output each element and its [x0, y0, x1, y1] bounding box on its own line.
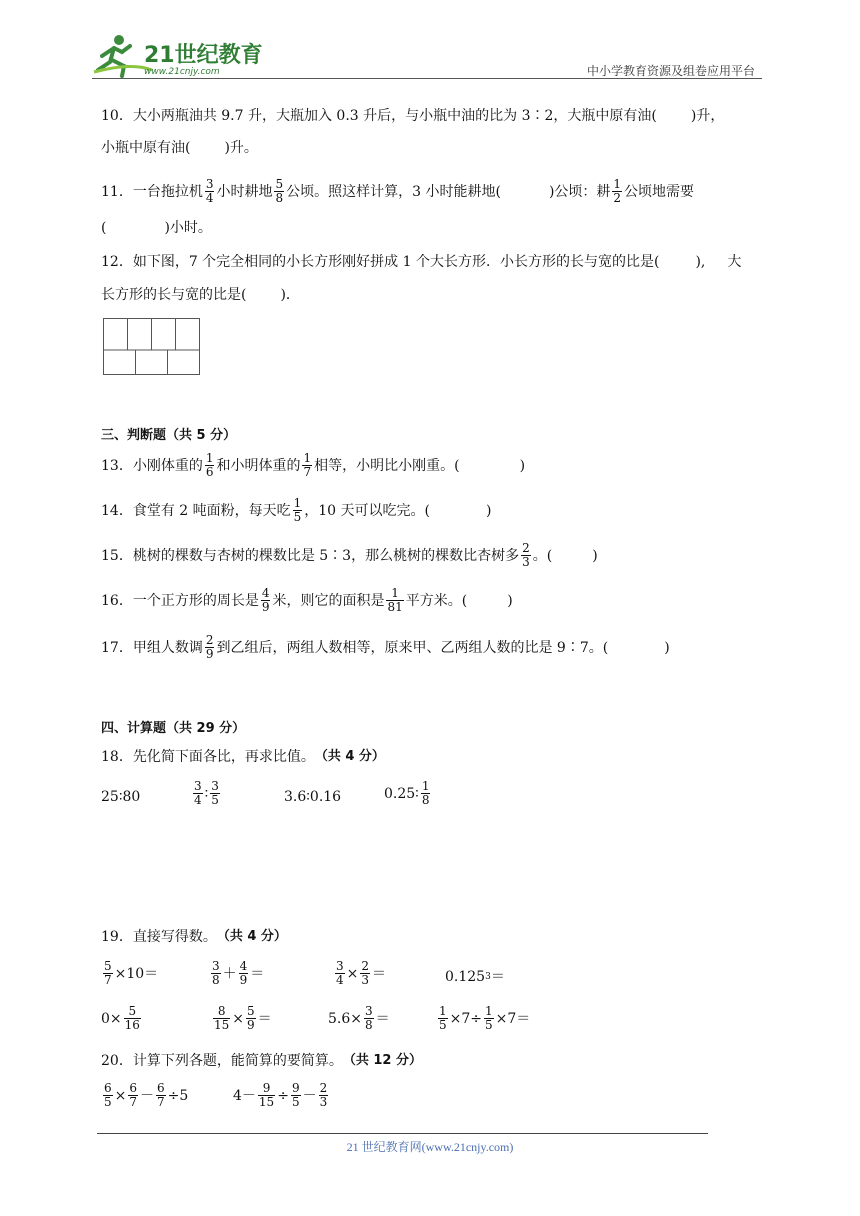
- fraction: $\frac{5}{9}$: [247, 1004, 255, 1032]
- logo-runner-icon: [92, 32, 262, 80]
- q11-line2: ( )小时。: [101, 220, 212, 236]
- footer-link[interactable]: 21 世纪教育网(www.21cnjy.com): [346, 1140, 514, 1154]
- fraction: $\frac{1}{5}$: [439, 1004, 447, 1032]
- q18-expr-3: 3.6∶0.16: [284, 789, 342, 805]
- header-platform-name: 中小学教育资源及组卷应用平台: [586, 64, 755, 78]
- q12-line1: 12．如下图，7 个完全相同的小长方形刚好拼成 1 个大长方形．小长方形的长与宽的比是( ), 大: [101, 254, 742, 270]
- q19-row2-expr4: $\frac{1}{5}$ ×7÷ $\frac{1}{5}$ ×7＝: [439, 1004, 531, 1032]
- fraction: $\frac{5}{7}$: [104, 959, 112, 987]
- q19-row2-expr2: $\frac{8}{15}$ × $\frac{5}{9}$ ＝: [214, 1004, 272, 1032]
- fraction: $\frac{5}{16}$: [124, 1004, 140, 1032]
- fraction: $\frac{1}{6}$: [205, 451, 214, 479]
- fraction: $\frac{1}{8}$: [421, 779, 430, 807]
- fraction: $\frac{8}{15}$: [214, 1004, 230, 1032]
- site-logo: [92, 32, 262, 80]
- q18-expr-1: 25∶80: [101, 789, 141, 805]
- logo-text: 21世纪教育: [144, 43, 262, 68]
- q18-expr-2: $\frac{3}{4}$ ∶ $\frac{3}{5}$: [194, 779, 219, 807]
- q18-title: 18．先化简下面各比，再求比值。 （共 4 分）: [101, 749, 385, 765]
- header-divider: [92, 78, 762, 79]
- fraction: $\frac{2}{9}$: [205, 633, 214, 661]
- fraction: $\frac{6}{7}$: [157, 1081, 165, 1109]
- q19-row2-expr3: 5.6× $\frac{3}{8}$ ＝: [328, 1004, 390, 1032]
- fraction: $\frac{1}{81}$: [387, 586, 403, 614]
- fraction: $\frac{1}{5}$: [293, 496, 302, 524]
- q20-title: 20．计算下列各题，能简算的要简算。 （共 12 分）: [101, 1053, 422, 1069]
- q18-expr-4: 0.25∶ $\frac{1}{8}$: [384, 779, 430, 807]
- fraction: $\frac{3}{8}$: [212, 959, 220, 987]
- fraction: $\frac{5}{8}$: [275, 177, 284, 205]
- section-3-title: 三、判断题（共 5 分）: [101, 428, 237, 443]
- fraction: $\frac{3}{4}$: [205, 177, 214, 205]
- fraction: $\frac{6}{5}$: [104, 1081, 112, 1109]
- q20-expr-1: $\frac{6}{5}$ × $\frac{6}{7}$ － $\frac{6}{7}$ ÷5: [104, 1081, 189, 1109]
- q19-title: 19．直接写得数。 （共 4 分）: [101, 929, 287, 945]
- q12-line2: 长方形的长与宽的比是( )．: [101, 287, 300, 303]
- fraction: $\frac{9}{15}$: [258, 1081, 275, 1109]
- fraction: $\frac{1}{2}$: [613, 177, 622, 205]
- fraction: $\frac{3}{4}$: [194, 779, 202, 807]
- q20-expr-2: 4－ $\frac{9}{15}$ ÷ $\frac{9}{5}$ － $\frac{2}{3}$: [233, 1081, 328, 1109]
- fraction: $\frac{4}{9}$: [261, 586, 270, 614]
- fraction: $\frac{2}{3}$: [522, 541, 530, 569]
- q11-line1: 11．一台拖拉机 $\frac{3}{4}$ 小时耕地 $\frac{5}{8}$ 公顷。照这样计算，3 小时能耕地( )公顷：耕 $\frac{1}{2}$ 公顷地需要: [101, 177, 695, 205]
- q10-line1: 10．大小两瓶油共 9.7 升，大瓶加入 0.3 升后，与小瓶中油的比为 3∶2，大瓶中原有油( )升，: [101, 108, 725, 124]
- q19-row2-expr1: 0× $\frac{5}{16}$: [101, 1004, 140, 1032]
- q19-row1-expr2: $\frac{3}{8}$ ＋ $\frac{4}{9}$ ＝: [212, 959, 265, 987]
- q14: 14．食堂有 2 吨面粉，每天吃 $\frac{1}{5}$ ，10 天可以吃完。( ): [101, 496, 492, 524]
- fraction: $\frac{2}{3}$: [361, 959, 370, 987]
- section-4-title: 四、计算题（共 29 分）: [101, 721, 246, 736]
- rectangles-diagram: [103, 318, 203, 378]
- q13: 13．小刚体重的 $\frac{1}{6}$ 和小明体重的 $\frac{1}{7}$ 相等，小明比小刚重。( ): [101, 451, 526, 479]
- fraction: $\frac{3}{4}$: [336, 959, 344, 987]
- q19-row1-expr4: 0.125 3 ＝: [445, 969, 505, 985]
- fraction: $\frac{1}{7}$: [303, 451, 312, 479]
- fraction: $\frac{9}{5}$: [291, 1081, 300, 1109]
- q15: 15．桃树的棵数与杏树的棵数比是 5∶3，那么桃树的棵数比杏树多 $\frac{2}{3}$ 。( ): [101, 541, 598, 569]
- fraction: $\frac{6}{7}$: [129, 1081, 138, 1109]
- q16: 16．一个正方形的周长是 $\frac{4}{9}$ 米，则它的面积是 $\frac{1}{81}$ 平方米。( ): [101, 586, 513, 614]
- q10-line2: 小瓶中原有油( )升。: [101, 140, 258, 156]
- q19-row1-expr3: $\frac{3}{4}$ × $\frac{2}{3}$ ＝: [336, 959, 387, 987]
- fraction: $\frac{1}{5}$: [485, 1004, 493, 1032]
- fraction: $\frac{2}{3}$: [319, 1081, 328, 1109]
- logo-url: www.21cnjy.com: [144, 67, 220, 77]
- fraction: $\frac{3}{5}$: [211, 779, 219, 807]
- q17: 17．甲组人数调 $\frac{2}{9}$ 到乙组后，两组人数相等，原来甲、乙两组人数的比是 9∶7。( ): [101, 633, 670, 661]
- fraction: $\frac{3}{8}$: [365, 1004, 373, 1032]
- fraction: $\frac{4}{9}$: [239, 959, 248, 987]
- footer-divider: [97, 1133, 708, 1134]
- q19-row1-expr1: $\frac{5}{7}$ ×10＝: [104, 959, 159, 987]
